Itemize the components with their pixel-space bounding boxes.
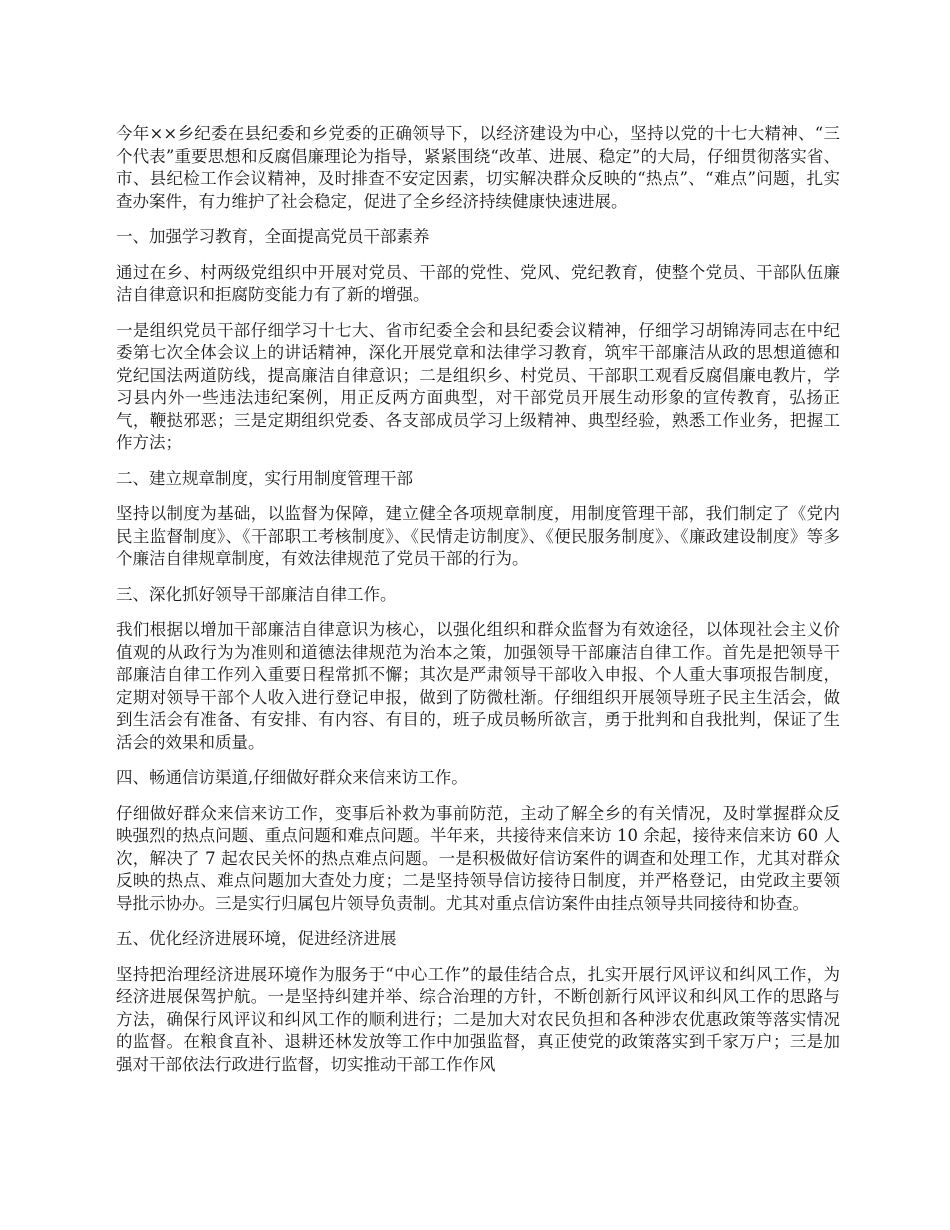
section-4-paragraph-1: 仔细做好群众来信来访工作，变事后补救为事前防范，主动了解全乡的有关情况，及时掌握群众反映强烈的热点问题、重点问题和难点问题。半年来，共接待来信来访 10 余起，接待来信来访 60 人次，解决了 7 起农民关怀的热点难点问题。一是积极做好信访案件的调查和处理工作，尤其对群众反映的热点、难点问题加大查处力度；二是坚持领导信访接待日制度，并严格登记，由党政主要领导批示协办。三是实行归属包片领导负责制。尤其对重点信访案件由挂点领导共同接待和协查。 — [116, 803, 840, 913]
section-5-paragraph-1: 坚持把治理经济进展环境作为服务于“中心工作”的最佳结合点，扎实开展行风评议和纠风工作，为经济进展保驾护航。一是坚持纠建并举、综合治理的方针，不断创新行风评议和纠风工作的思路与方法，确保行风评议和纠风工作的顺利进行；二是加大对农民负担和各种涉农优惠政策等落实情况的监督。在粮食直补、退耕还林发放等工作中加强监督，真正使党的政策落实到千家万户；三是加强对干部依法行政进行监督，切实推动干部工作作风 — [116, 964, 840, 1074]
section-3-paragraph-1: 我们根据以增加干部廉洁自律意识为核心，以强化组织和群众监督为有效途径，以体现社会主义价值观的从政行为为准则和道德法律规范为治本之策，加强领导干部廉洁自律工作。首先是把领导干部廉洁自律工作列入重要日程常抓不懈；其次是严肃领导干部收入申报、个人重大事项报告制度，定期对领导干部个人收入进行登记申报，做到了防微杜渐。仔细组织开展领导班子民主生活会，做到生活会有准备、有安排、有内容、有目的，班子成员畅所欲言，勇于批判和自我批判，保证了生活会的效果和质量。 — [116, 620, 840, 752]
section-heading-2: 二、建立规章制度，实行用制度管理干部 — [116, 468, 413, 488]
document-body — [116, 123, 840, 1089]
section-2-paragraph-1: 坚持以制度为基础，以监督为保障，建立健全各项规章制度，用制度管理干部，我们制定了《党内民主监督制度》、《干部职工考核制度》、《民情走访制度》、《便民服务制度》、《廉政建设制度》等多个廉洁自律规章制度，有效法律规范了党员干部的行为。 — [116, 504, 840, 568]
section-heading-1: 一、加强学习教育，全面提高党员干部素养 — [116, 227, 430, 246]
section-heading-5: 五、优化经济进展环境，促进经济进展 — [116, 929, 397, 948]
section-1-paragraph-2: 一是组织党员干部仔细学习十七大、省市纪委全会和县纪委会议精神，仔细学习胡锦涛同志在中纪委第七次全体会议上的讲话精神，深化开展党章和法律学习教育，筑牢干部廉洁从政的思想道德和党纪国法两道防线，提高廉洁自律意识；二是组织乡、村党员、干部职工观看反腐倡廉电教片，学习县内外一些违法违纪案例，用正反两方面典型，对干部党员开展生动形象的宣传教育，弘扬正气，鞭挞邪恶；三是定期组织党委、各支部成员学习上级精神、典型经验，熟悉工作业务，把握工作方法； — [116, 320, 840, 452]
section-1-paragraph-1: 通过在乡、村两级党组织中开展对党员、干部的党性、党风、党纪教育，使整个党员、干部队伍廉洁自律意识和拒腐防变能力有了新的增强。 — [116, 262, 840, 304]
section-heading-4: 四、畅通信访渠道,仔细做好群众来信来访工作。 — [116, 768, 468, 787]
intro-paragraph: 今年××乡纪委在县纪委和乡党委的正确领导下，以经济建设为中心，坚持以党的十七大精神、“三个代表”重要思想和反腐倡廉理论为指导，紧紧围绕“改革、进展、稳定”的大局，仔细贯彻落实省、市、县纪检工作会议精神，及时排查不安定因素，切实解决群众反映的“热点”、“难点”问题，扎实查办案件，有力维护了社会稳定，促进了全乡经济持续健康快速进展。 — [116, 124, 840, 211]
section-heading-3: 三、深化抓好领导干部廉洁自律工作。 — [116, 584, 397, 604]
